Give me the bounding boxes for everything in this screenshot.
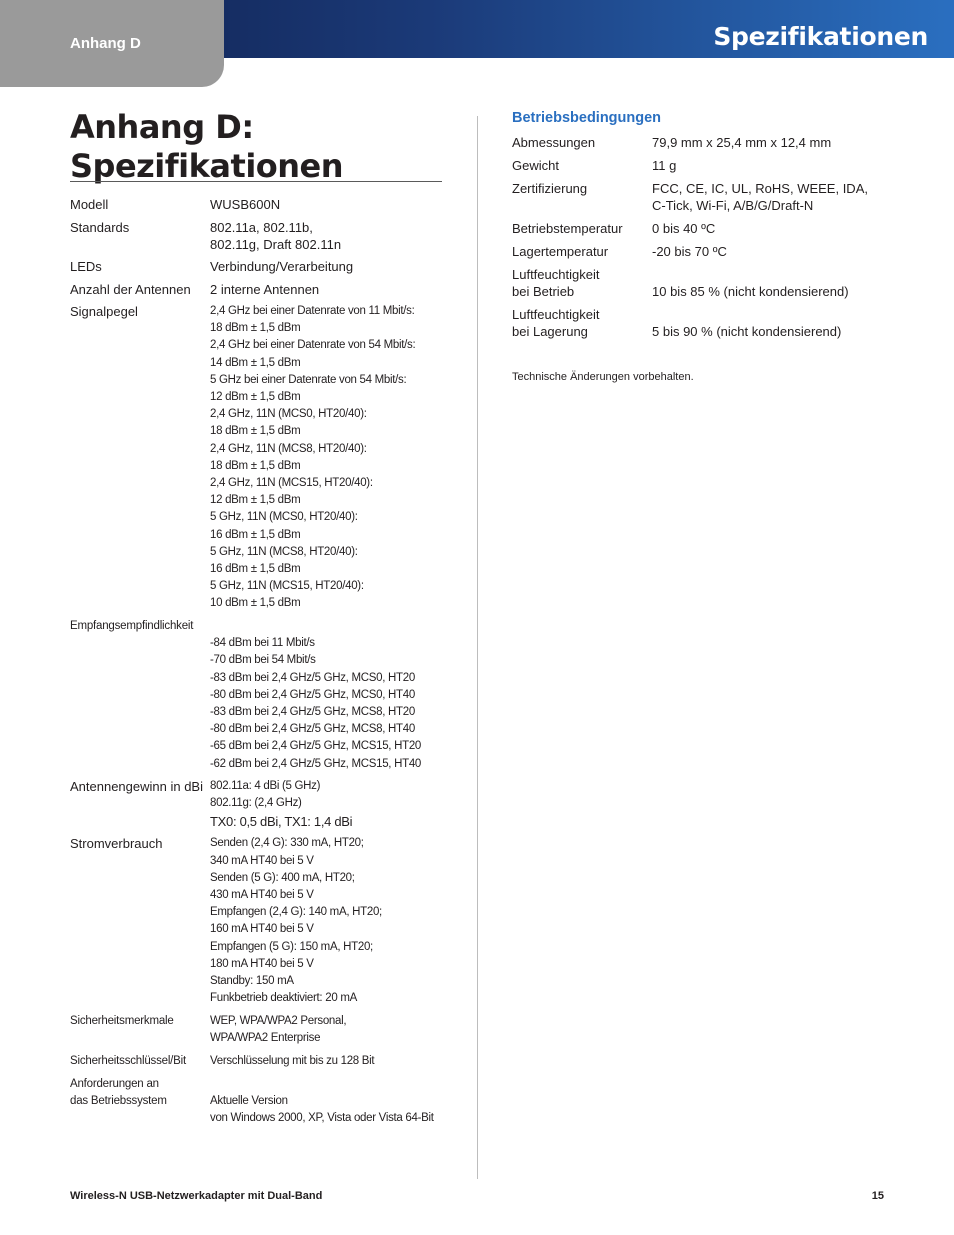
spec-key — [512, 266, 652, 300]
header-tab-label: Anhang D — [70, 35, 141, 52]
spec-key: Stromverbrauch — [70, 836, 163, 852]
spec-value-line: -80 dBm bei 2,4 GHz/5 GHz, MCS0, HT40 — [210, 688, 415, 701]
section-heading-operating-conditions: Betriebsbedingungen — [512, 110, 662, 126]
spec-value-line: 2,4 GHz, 11N (MCS15, HT20/40): — [210, 477, 373, 490]
spec-value-line: von Windows 2000, XP, Vista oder Vista 64-Bit — [210, 1111, 434, 1124]
spec-value-line: 5 GHz, 11N (MCS15, HT20/40): — [210, 580, 364, 593]
spec-key: Gewicht — [512, 158, 559, 173]
spec-value-line: Verschlüsselung mit bis zu 128 Bit — [210, 1054, 375, 1067]
footnote: Technische Änderungen vorbehalten. — [512, 371, 694, 383]
spec-row-weight — [512, 157, 912, 174]
spec-row-rx-sensitivity — [70, 618, 450, 773]
spec-key-line: Luftfeuchtigkeit — [512, 267, 600, 282]
spec-key-line: Anforderungen an — [70, 1077, 159, 1090]
spec-value-line: Verbindung/Verarbeitung — [210, 259, 354, 274]
spec-value-line: 802.11a: 4 dBi (5 GHz) — [210, 780, 321, 793]
spec-row-security-features — [70, 1013, 450, 1047]
spec-value-line: 0 bis 40 ºC — [652, 221, 716, 236]
spec-table-right — [512, 134, 912, 346]
spec-value-line: -65 dBm bei 2,4 GHz/5 GHz, MCS15, HT20 — [210, 740, 422, 753]
spec-row-storage-humidity — [512, 306, 912, 340]
spec-value — [652, 266, 912, 300]
spec-value-line: Empfangen (2,4 G): 140 mA, HT20; — [210, 906, 382, 919]
spec-row-model — [70, 196, 450, 213]
page-title-line1: Anhang D: — [70, 108, 254, 146]
spec-value — [652, 306, 912, 340]
spec-row-storage-temperature — [512, 243, 912, 260]
spec-row-leds — [70, 258, 450, 275]
spec-key-line: bei Lagerung — [512, 324, 588, 339]
spec-value-line: 180 mA HT40 bei 5 V — [210, 957, 314, 970]
spec-value-line: C-Tick, Wi-Fi, A/B/G/Draft-N — [652, 198, 814, 213]
spec-value-line: 10 dBm ± 1,5 dBm — [210, 597, 301, 610]
spec-value-line: 430 mA HT40 bei 5 V — [210, 889, 314, 901]
spec-value-line: 5 GHz, 11N (MCS8, HT20/40): — [210, 545, 358, 558]
spec-value-line: 5 GHz, 11N (MCS0, HT20/40): — [210, 511, 358, 524]
spec-value-line: 160 mA HT40 bei 5 V — [210, 923, 314, 936]
spec-value-line: 2 interne Antennen — [210, 281, 320, 297]
spec-key: Zertifizierung — [512, 181, 588, 196]
spec-value — [652, 220, 912, 237]
spec-key: Standards — [70, 219, 130, 235]
spec-value-line: Senden (2,4 G): 330 mA, HT20; — [210, 837, 364, 850]
spec-value-line: 79,9 mm x 25,4 mm x 12,4 mm — [652, 135, 832, 150]
spec-value-line: 18 dBm ± 1,5 dBm — [210, 459, 301, 472]
spec-value — [210, 618, 450, 773]
spec-value-line: 18 dBm ± 1,5 dBm — [210, 425, 301, 438]
spec-value — [210, 258, 450, 275]
spec-value-line: -20 bis 70 ºC — [652, 244, 727, 259]
spec-row-antenna-count — [70, 281, 450, 298]
spec-value-line: 12 dBm ± 1,5 dBm — [210, 494, 301, 507]
spec-value — [210, 835, 450, 1007]
spec-key: Modell — [70, 197, 109, 212]
spec-value-line: 2,4 GHz bei einer Datenrate von 11 Mbit/s: — [210, 305, 415, 317]
spec-value-line: -62 dBm bei 2,4 GHz/5 GHz, MCS15, HT40 — [210, 757, 422, 770]
spec-value-line: -83 dBm bei 2,4 GHz/5 GHz, MCS0, HT20 — [210, 671, 415, 684]
spec-value-line: Senden (5 G): 400 mA, HT20; — [210, 871, 355, 884]
spec-key: Betriebstemperatur — [512, 221, 623, 236]
spec-row-certification — [512, 180, 912, 214]
spec-value-line: TX0: 0,5 dBi, TX1: 1,4 dBi — [210, 813, 353, 829]
spec-value-line: 802.11a, 802.11b, — [210, 219, 313, 235]
spec-row-signal-level — [70, 303, 450, 613]
spec-key: Lagertemperatur — [512, 244, 609, 259]
spec-value-line: 2,4 GHz bei einer Datenrate von 54 Mbit/s: — [210, 339, 416, 352]
page-title — [70, 108, 442, 186]
spec-value-line: 2,4 GHz, 11N (MCS8, HT20/40): — [210, 442, 367, 455]
spec-row-operating-temperature — [512, 220, 912, 237]
spec-value-line: 18 dBm ± 1,5 dBm — [210, 322, 301, 335]
spec-key: Anzahl der Antennen — [70, 281, 191, 297]
spec-value-line: Standby: 150 mA — [210, 975, 294, 988]
spec-value-line: 5 bis 90 % (nicht kondensierend) — [652, 324, 842, 339]
header-section-title: Spezifikationen — [713, 22, 928, 51]
footer-page-number: 15 — [871, 1190, 884, 1202]
column-divider — [477, 116, 478, 1179]
spec-value — [652, 157, 912, 174]
spec-value-line: -84 dBm bei 11 Mbit/s — [210, 637, 315, 650]
spec-key: Empfangsempfindlichkeit — [70, 620, 194, 633]
spec-row-antenna-gain — [70, 778, 450, 830]
spec-value-line: -83 dBm bei 2,4 GHz/5 GHz, MCS8, HT20 — [210, 705, 415, 718]
spec-value — [210, 281, 450, 298]
spec-value-line: FCC, CE, IC, UL, RoHS, WEEE, IDA, — [652, 181, 868, 196]
page-title-line2: Spezifikationen — [70, 147, 344, 185]
spec-value-line: 12 dBm ± 1,5 dBm — [210, 391, 301, 404]
spec-value — [210, 778, 450, 830]
spec-table-left — [70, 196, 450, 1132]
spec-value — [210, 196, 450, 213]
spec-value-line: Aktuelle Version — [210, 1094, 288, 1107]
spec-value-line: 5 GHz bei einer Datenrate von 54 Mbit/s: — [210, 373, 407, 386]
spec-key-line: bei Betrieb — [512, 284, 575, 299]
spec-key: Abmessungen — [512, 135, 596, 150]
spec-value — [652, 134, 912, 151]
spec-value — [210, 1013, 450, 1047]
spec-value — [652, 243, 912, 260]
spec-key: Signalpegel — [70, 304, 138, 319]
spec-value-line: 11 g — [652, 158, 677, 173]
spec-key: Sicherheitsschlüssel/Bit — [70, 1054, 187, 1067]
spec-value-line: WUSB600N — [210, 197, 281, 212]
title-rule — [70, 181, 442, 182]
spec-value — [210, 303, 450, 613]
spec-value-line: -80 dBm bei 2,4 GHz/5 GHz, MCS8, HT40 — [210, 723, 415, 736]
spec-value — [652, 180, 912, 214]
spec-value-line: 340 mA HT40 bei 5 V — [210, 854, 314, 867]
spec-row-power-consumption — [70, 835, 450, 1007]
spec-value-line: 16 dBm ± 1,5 dBm — [210, 563, 301, 576]
spec-value-line: 14 dBm ± 1,5 dBm — [210, 356, 301, 369]
spec-key: Sicherheitsmerkmale — [70, 1014, 174, 1027]
spec-key-line: Luftfeuchtigkeit — [512, 307, 600, 322]
spec-value-line: -70 dBm bei 54 Mbit/s — [210, 654, 316, 667]
spec-key — [70, 1076, 210, 1110]
spec-row-os-requirements — [70, 1076, 450, 1127]
spec-key — [512, 306, 652, 340]
spec-value-line: 802.11g, Draft 802.11n — [210, 236, 342, 252]
spec-value — [210, 219, 450, 253]
spec-row-dimensions — [512, 134, 912, 151]
spec-row-operating-humidity — [512, 266, 912, 300]
footer-product-name: Wireless-N USB-Netzwerkadapter mit Dual-Band — [70, 1190, 323, 1202]
spec-key-line: das Betriebssystem — [70, 1094, 167, 1107]
spec-key: LEDs — [70, 259, 102, 274]
spec-value-line: 16 dBm ± 1,5 dBm — [210, 528, 301, 541]
spec-value-line: 802.11g: (2,4 GHz) — [210, 797, 302, 810]
spec-key: Antennengewinn in dBi — [70, 779, 203, 795]
spec-value-line: WPA/WPA2 Enterprise — [210, 1032, 321, 1045]
spec-value-line: 10 bis 85 % (nicht kondensierend) — [652, 284, 849, 299]
header-tab — [0, 0, 224, 87]
spec-value — [210, 1076, 450, 1127]
spec-value-line: Empfangen (5 G): 150 mA, HT20; — [210, 940, 373, 953]
spec-value-line: 2,4 GHz, 11N (MCS0, HT20/40): — [210, 408, 367, 421]
spec-value-line: WEP, WPA/WPA2 Personal, — [210, 1014, 347, 1027]
spec-row-security-key — [70, 1053, 450, 1070]
spec-row-standards — [70, 219, 450, 253]
spec-value-line: Funkbetrieb deaktiviert: 20 mA — [210, 992, 357, 1005]
spec-value — [210, 1053, 450, 1070]
